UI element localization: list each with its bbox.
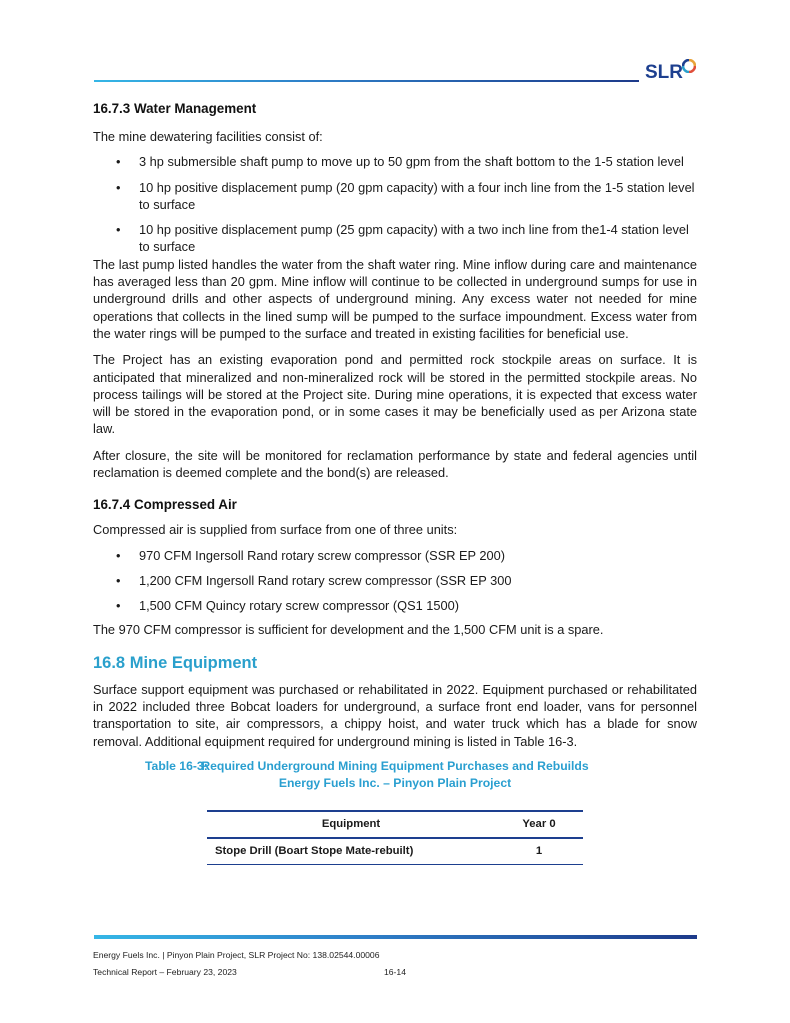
table-label: Table 16-3: xyxy=(145,759,208,774)
footer-rule xyxy=(94,935,697,939)
bullet-icon: • xyxy=(116,222,121,238)
air-bullet-list xyxy=(93,547,697,615)
logo-text: SLR xyxy=(645,62,683,83)
logo-mark-icon xyxy=(682,59,696,73)
table-cell-equipment: Stope Drill (Boart Stope Mate-rebuilt) xyxy=(207,838,495,865)
table-title-line-1: Required Underground Mining Equipment Purchases and Rebuilds xyxy=(201,759,589,774)
section-heading-mine-equipment: 16.8 Mine Equipment xyxy=(93,653,258,672)
table-caption xyxy=(93,758,697,792)
section-heading-compressed-air: 16.7.4 Compressed Air xyxy=(93,497,237,513)
air-intro: Compressed air is supplied from surface from one of three units: xyxy=(93,522,458,538)
air-paragraph: The 970 CFM compressor is sufficient for development and the 1,500 CFM unit is a spare. xyxy=(93,621,604,637)
list-item: • 3 hp submersible shaft pump to move up to 50 gpm from the shaft bottom to the 1-5 station level xyxy=(116,154,684,170)
water-paragraph-1: The last pump listed handles the water from the shaft water ring. Mine inflow during care and maintenance has averaged less than 20 gpm. Mine inflow will continue to be collected in underground sumps for use in underground drills and other aspects of underground mining. Any excess water not needed for mine operations that collects in the lined sump will be pumped to the surface impoundment. Excess water from the water rings will be pumped to the surface and treated in existing facilities for beneficial use. xyxy=(93,256,697,341)
slr-logo xyxy=(645,62,697,86)
column-header-equipment: Equipment xyxy=(207,811,495,838)
bullet-icon: • xyxy=(116,572,121,588)
list-item: • 1,500 CFM Quincy rotary screw compressor (QS1 1500) xyxy=(116,598,460,614)
water-intro: The mine dewatering facilities consist of: xyxy=(93,129,323,144)
bullet-icon: • xyxy=(116,154,121,170)
table-row xyxy=(207,838,583,865)
column-header-year-0: Year 0 xyxy=(495,811,583,838)
document-body xyxy=(93,100,697,865)
water-paragraph-2: The Project has an existing evaporation pond and permitted rock stockpile areas on surface. It is anticipated that mineralized and non-mineralized rock will be stored in the permitted stockpile areas. No process tailings will be stored at the Project site. During mine operations, it is expected that excess water will be stored in the evaporation pond, or in some cases it may be beneficially used as per Arizona state law. xyxy=(93,352,697,437)
equipment-table xyxy=(207,810,583,865)
list-item: • 970 CFM Ingersoll Rand rotary screw compressor (SSR EP 200) xyxy=(116,547,506,563)
bullet-icon: • xyxy=(116,598,121,614)
table-cell-year-0: 1 xyxy=(495,838,583,865)
footer-line-1: Energy Fuels Inc. | Pinyon Plain Project, SLR Project No: 138.02544.00006 xyxy=(93,950,380,960)
list-item: • 10 hp positive displacement pump (20 gpm capacity) with a four inch line from the 1-5 station level to surface xyxy=(116,179,695,212)
table-header-row xyxy=(207,811,583,838)
water-bullet-list xyxy=(93,153,697,255)
list-item: • 1,200 CFM Ingersoll Rand rotary screw compressor (SSR EP 300 xyxy=(116,572,512,588)
footer-line-2: Technical Report – February 23, 2023 xyxy=(93,967,237,977)
bullet-icon: • xyxy=(116,547,121,563)
equipment-paragraph: Surface support equipment was purchased or rehabilitated in 2022. Equipment purchased or rehabilitated in 2022 included three Bobcat loaders for underground, a surface front end loader, vans for personnel transportation to site, air compressors, a chippy hoist, and water truck which has a blade for snow removal. Additional equipment required for underground mining is listed in Table 16-3. xyxy=(93,681,697,749)
page-number: 16-14 xyxy=(384,967,406,977)
table-title-line-2: Energy Fuels Inc. – Pinyon Plain Project xyxy=(278,776,512,791)
water-paragraph-3: After closure, the site will be monitored for reclamation performance by state and federal agencies until reclamation is deemed complete and the bond(s) are released. xyxy=(93,447,697,481)
section-heading-water-management: 16.7.3 Water Management xyxy=(93,101,257,116)
list-item: • 10 hp positive displacement pump (25 gpm capacity) with a two inch line from the1-4 station level to surface xyxy=(116,222,689,255)
bullet-icon: • xyxy=(116,179,121,195)
header-rule xyxy=(94,80,639,82)
